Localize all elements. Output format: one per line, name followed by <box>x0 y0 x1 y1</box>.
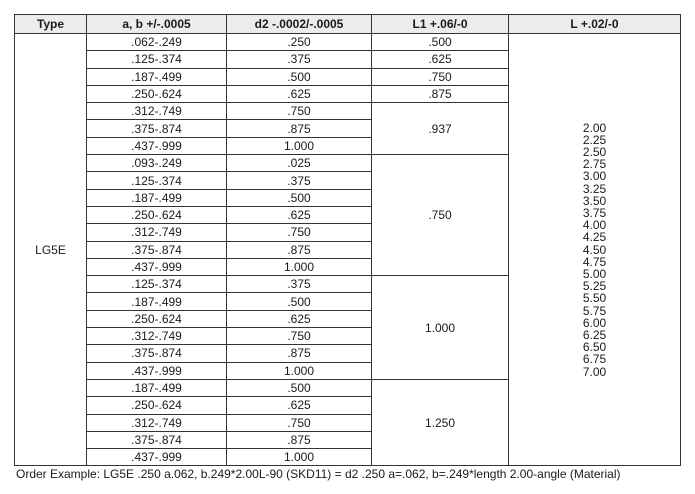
length-list <box>509 122 680 378</box>
d2-cell: 1.000 <box>227 449 372 466</box>
d2-cell: .875 <box>227 241 372 258</box>
ab-cell: .250-.624 <box>87 397 227 414</box>
type-cell: LG5E <box>15 34 87 466</box>
col-header-l: L +.02/-0 <box>509 15 681 34</box>
spec-table <box>14 14 681 466</box>
header-row <box>15 15 681 34</box>
length-value: 3.00 <box>582 169 607 184</box>
d2-cell: .500 <box>227 293 372 310</box>
d2-cell: .875 <box>227 345 372 362</box>
ab-cell: .375-.874 <box>87 241 227 258</box>
d2-cell: .375 <box>227 172 372 189</box>
d2-cell: .500 <box>227 68 372 85</box>
length-value: 3.25 <box>582 181 607 196</box>
d2-cell: .625 <box>227 85 372 102</box>
ab-cell: .375-.874 <box>87 431 227 448</box>
l1-cell: 1.000 <box>372 276 509 380</box>
ab-cell: .187-.499 <box>87 379 227 396</box>
l1-cell: .750 <box>372 68 509 85</box>
ab-cell: .187-.499 <box>87 293 227 310</box>
d2-cell: .625 <box>227 206 372 223</box>
d2-cell: .625 <box>227 397 372 414</box>
length-value: 7.00 <box>582 364 607 379</box>
d2-cell: .500 <box>227 189 372 206</box>
col-header-l1: L1 +.06/-0 <box>372 15 509 34</box>
length-value: 4.25 <box>582 230 607 245</box>
length-value: 2.75 <box>582 157 607 172</box>
ab-cell: .093-.249 <box>87 155 227 172</box>
ab-cell: .125-.374 <box>87 172 227 189</box>
ab-cell: .312-.749 <box>87 103 227 120</box>
d2-cell: .875 <box>227 431 372 448</box>
ab-cell: .250-.624 <box>87 206 227 223</box>
ab-cell: .187-.499 <box>87 68 227 85</box>
length-value: 2.25 <box>582 132 607 147</box>
order-example: Order Example: LG5E .250 a.062, b.249*2.00L-90 (SKD11) = d2 .250 a=.062, b=.249*length 2.00-angle (Material) <box>16 467 621 481</box>
length-value: 4.00 <box>582 218 607 233</box>
d2-cell: .625 <box>227 310 372 327</box>
col-header-d2: d2 -.0002/-.0005 <box>227 15 372 34</box>
ab-cell: .437-.999 <box>87 137 227 154</box>
table-row <box>15 34 681 51</box>
ab-cell: .437-.999 <box>87 449 227 466</box>
d2-cell: 1.000 <box>227 362 372 379</box>
ab-cell: .437-.999 <box>87 362 227 379</box>
ab-cell: .375-.874 <box>87 120 227 137</box>
length-value: 3.50 <box>582 193 607 208</box>
d2-cell: .250 <box>227 34 372 51</box>
length-value: 6.25 <box>582 328 607 343</box>
d2-cell: .875 <box>227 120 372 137</box>
ab-cell: .125-.374 <box>87 276 227 293</box>
ab-cell: .312-.749 <box>87 224 227 241</box>
d2-cell: .375 <box>227 51 372 68</box>
l1-cell: 1.250 <box>372 379 509 465</box>
d2-cell: .750 <box>227 328 372 345</box>
d2-cell: 1.000 <box>227 137 372 154</box>
length-value: 6.50 <box>582 340 607 355</box>
ab-cell: .375-.874 <box>87 345 227 362</box>
length-value: 6.00 <box>582 315 607 330</box>
ab-cell: .250-.624 <box>87 85 227 102</box>
d2-cell: .750 <box>227 224 372 241</box>
d2-cell: .750 <box>227 103 372 120</box>
length-value: 4.50 <box>582 242 607 257</box>
l1-cell: .937 <box>372 103 509 155</box>
length-cell <box>509 34 681 466</box>
length-value: 5.50 <box>582 291 607 306</box>
d2-cell: .375 <box>227 276 372 293</box>
ab-cell: .250-.624 <box>87 310 227 327</box>
length-value: 6.75 <box>582 352 607 367</box>
d2-cell: .025 <box>227 155 372 172</box>
l1-cell: .625 <box>372 51 509 68</box>
length-value: 4.75 <box>582 254 607 269</box>
length-value: 2.50 <box>582 144 607 159</box>
d2-cell: .500 <box>227 379 372 396</box>
length-value: 5.75 <box>582 303 607 318</box>
ab-cell: .187-.499 <box>87 189 227 206</box>
length-value: 5.00 <box>582 267 607 282</box>
length-value: 3.75 <box>582 206 607 220</box>
length-value: 2.00 <box>582 120 607 135</box>
ab-cell: .125-.374 <box>87 51 227 68</box>
l1-cell: .875 <box>372 85 509 102</box>
col-header-ab: a, b +/-.0005 <box>87 15 227 34</box>
col-header-type: Type <box>15 15 87 34</box>
ab-cell: .437-.999 <box>87 258 227 275</box>
table-body <box>15 34 681 466</box>
d2-cell: .750 <box>227 414 372 431</box>
ab-cell: .312-.749 <box>87 414 227 431</box>
d2-cell: 1.000 <box>227 258 372 275</box>
l1-cell: .500 <box>372 34 509 51</box>
ab-cell: .062-.249 <box>87 34 227 51</box>
length-value: 5.25 <box>582 279 607 294</box>
ab-cell: .312-.749 <box>87 328 227 345</box>
l1-cell: .750 <box>372 155 509 276</box>
